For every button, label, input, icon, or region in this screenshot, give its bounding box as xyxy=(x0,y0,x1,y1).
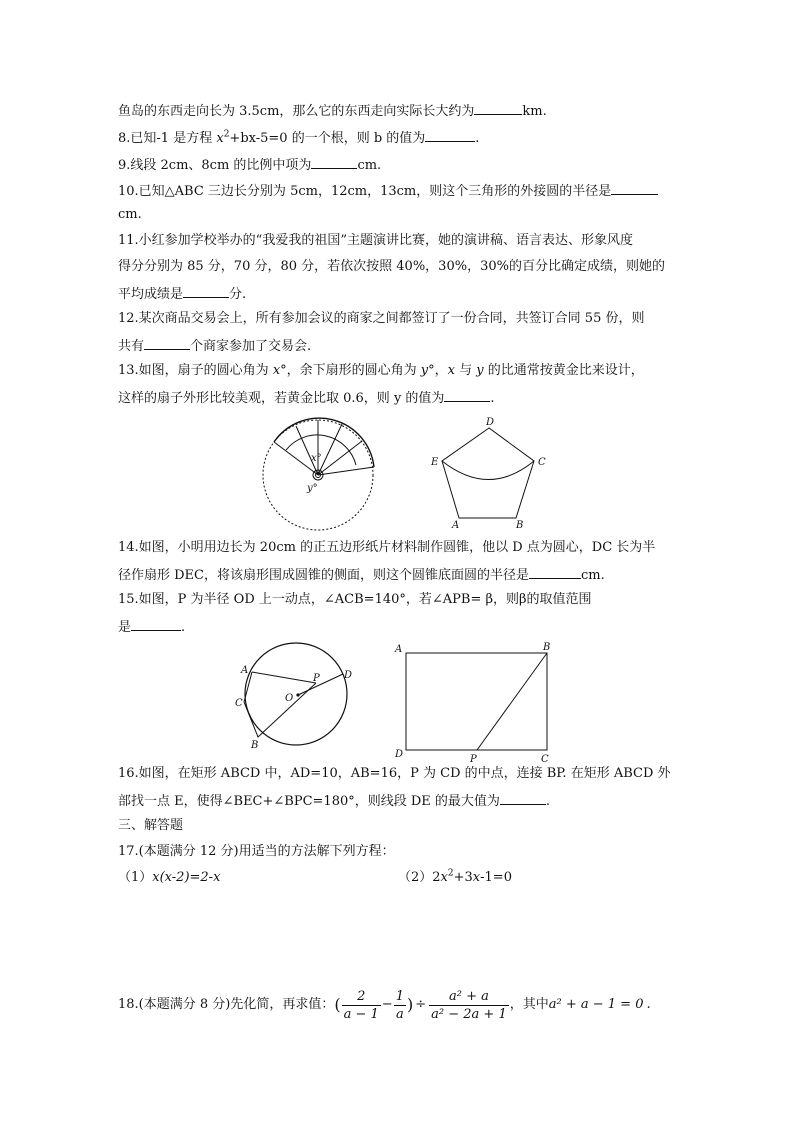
center-point xyxy=(296,693,299,696)
question-17: 17.(本题满分 12 分)用适当的方法解下列方程： xyxy=(118,844,395,859)
question-8: 8.已知-1 是方程 $x^2+bx-5=0$ 的一个根，则 b 的值为 . xyxy=(118,129,480,146)
question-13: 13.如图，扇子的圆心角为 x°，余下扇形的圆心角为 y°，x 与 y 的比通常按黄金比来设计， xyxy=(118,363,644,378)
pentagon-label-b: B xyxy=(516,520,524,531)
question-12-line2: 共有 个商家参加了交易会. xyxy=(118,336,311,356)
circle-label-b: B xyxy=(251,740,259,751)
answer-blank[interactable] xyxy=(611,181,658,195)
fraction: $\frac{1}{a}$ xyxy=(395,988,404,1022)
q18-expression: 18.(本题满分 8 分)先化简，再求值： ( $\frac{2}{a - 1}$ − $\frac{1}{a}$ ) ÷ $\frac{\text{a² + a}}{\text{a² − 2a + 1}}$ ，其中 a² + a − 1 = 0 . xyxy=(118,988,651,1022)
circle-drawing xyxy=(244,643,347,745)
question-12: 12.某次商品交易会上，所有参加会议的商家之间都签订了一份合同，共签订合同 55 份，则 xyxy=(118,311,645,326)
fan-drawing xyxy=(263,418,374,530)
question-14: 14.如图，小明用边长为 20cm 的正五边形纸片材料制作圆锥，他以 D 点为圆心，DC 长为半 xyxy=(118,540,656,555)
circle-label-c: C xyxy=(235,698,243,709)
rect-label-d: D xyxy=(395,749,404,760)
answer-blank[interactable] xyxy=(131,617,181,631)
answer-blank[interactable] xyxy=(144,336,190,350)
answer-blank[interactable] xyxy=(500,791,546,805)
answer-blank[interactable] xyxy=(183,284,229,298)
question-10: 10.已知△ABC 三边长分别为 5cm，12cm，13cm，则这个三角形的外接圆的半径是 xyxy=(118,181,658,201)
circle-label-o: O xyxy=(285,693,294,704)
rect-label-b: B xyxy=(543,642,551,653)
fan-y-label: y° xyxy=(307,483,318,494)
answer-blank[interactable] xyxy=(529,565,581,579)
answer-blank[interactable] xyxy=(425,128,475,142)
pentagon-figure xyxy=(428,414,558,532)
circle-label-a: A xyxy=(241,665,249,676)
circle-label-p: P xyxy=(313,673,320,684)
answer-blank[interactable] xyxy=(444,388,490,402)
question-15: 15.如图，P 为半径 OD 上一动点，∠ACB=140°，若∠APB= β，则β的取值范围 xyxy=(118,592,592,607)
pentagon-label-c: C xyxy=(538,457,546,468)
question-14-line2: 径作扇形 DEC，将该扇形围成圆锥的侧面，则这个圆锥底面圆的半径是 cm. xyxy=(118,565,605,585)
question-17-part1: （1）x(x-2)=2-x xyxy=(118,870,221,885)
question-16: 16.如图，在矩形 ABCD 中，AD=10，AB=16，P 为 CD 的中点，连接 BP. 在矩形 ABCD 外 xyxy=(118,766,671,781)
question-11-line2: 得分分别为 85 分，70 分，80 分，若依次按照 40%，30%，30%的百分比确定成绩，则她的 xyxy=(118,259,665,274)
question-13-line2: 这样的扇子外形比较美观，若黄金比取 0.6，则 y 的值为 . xyxy=(118,388,495,408)
question-16-line2: 部找一点 E，使得∠BEC+∠BPC=180°，则线段 DE 的最大值为 . xyxy=(118,791,550,811)
fan-figure xyxy=(256,417,386,533)
section-heading: 三、解答题 xyxy=(118,818,184,833)
pentagon-drawing xyxy=(442,428,534,518)
question-11: 11.小红参加学校举办的“我爱我的祖国”主题演讲比赛，她的演讲稿、语言表达、形象风度 xyxy=(118,233,633,248)
question-11-line3: 平均成绩是 分. xyxy=(118,284,246,304)
q7-continuation: 鱼岛的东西走向长为 3.5cm，那么它的东西走向实际长大约为 km. xyxy=(118,101,547,121)
pentagon-label-d: D xyxy=(486,417,495,428)
fan-x-label: x° xyxy=(311,453,322,464)
fraction: $\frac{2}{a - 1}$ xyxy=(343,988,379,1022)
circle-label-d: D xyxy=(344,670,353,681)
rect-label-p: P xyxy=(470,754,477,764)
rect-label-c: C xyxy=(541,754,549,764)
pentagon-label-a: A xyxy=(452,520,460,531)
circle-figure xyxy=(230,636,360,754)
rectangle-drawing xyxy=(406,653,547,750)
answer-blank[interactable] xyxy=(311,155,357,169)
question-10-cont: cm. xyxy=(118,207,142,222)
rectangle-figure xyxy=(388,640,564,764)
question-15-line2: 是 . xyxy=(118,617,185,637)
fraction: $\frac{\text{a² + a}}{\text{a² − 2a + 1}}$ xyxy=(431,988,507,1022)
rect-label-a: A xyxy=(395,644,403,655)
question-18 xyxy=(118,985,651,1026)
question-17-part2: $(2)2x^2+3x-1=0$ xyxy=(398,868,512,885)
answer-blank[interactable] xyxy=(474,101,522,115)
pentagon-label-e: E xyxy=(431,457,439,468)
question-9: 9.线段 2cm、8cm 的比例中项为 cm. xyxy=(118,155,381,175)
